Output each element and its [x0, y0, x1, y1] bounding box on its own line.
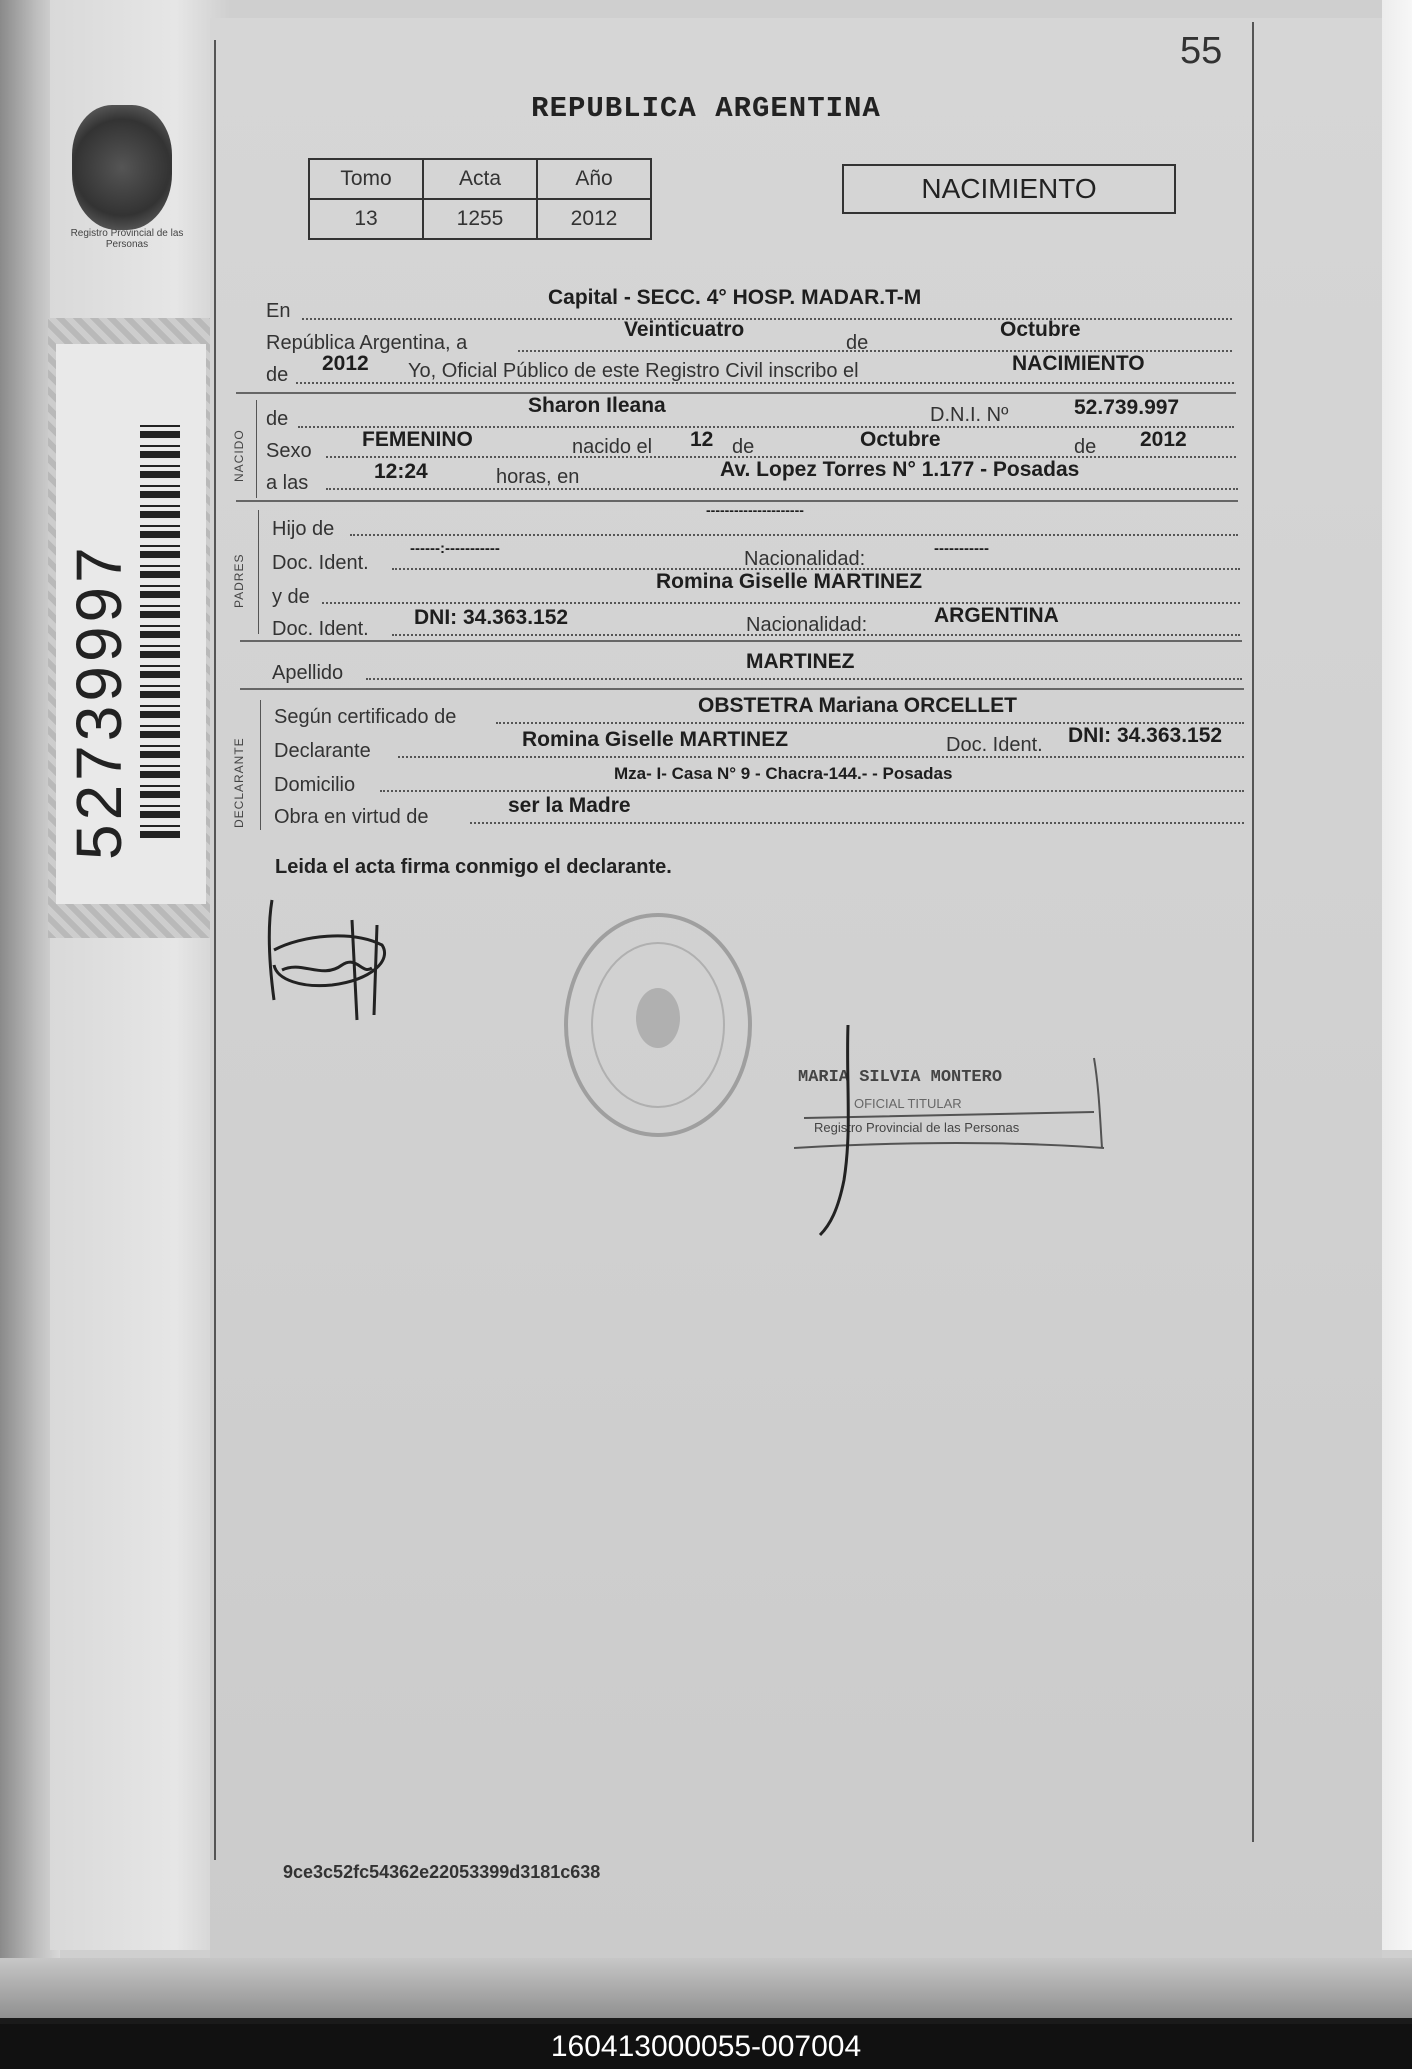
ref-value-acta: 1255: [423, 199, 537, 239]
record-ref-table: [308, 158, 652, 240]
mother-nat-value: ARGENTINA: [934, 604, 1059, 627]
declarante-dots: [398, 756, 1244, 758]
section-divider: [236, 392, 1236, 394]
page-title: REPUBLICA ARGENTINA: [531, 92, 881, 125]
declarante-section-label: DECLARANTE: [232, 737, 246, 828]
month-value: Octubre: [1000, 318, 1081, 341]
mother-dots: [322, 602, 1240, 604]
left-margin-line: [214, 40, 216, 1860]
mother-nacionalidad-label: Nacionalidad:: [746, 614, 868, 636]
horas-label: horas, en: [496, 466, 580, 488]
obra-label: Obra en virtud de: [274, 806, 429, 828]
alas-label: a las: [266, 472, 309, 494]
mother-value: Romina Giselle MARTINEZ: [656, 570, 923, 593]
segun-label: Según certificado de: [274, 706, 457, 728]
time-dots: [326, 488, 1238, 490]
dni-value: 52.739.997: [1074, 396, 1180, 419]
page-number: 55: [1180, 30, 1223, 72]
segun-value: OBSTETRA Mariana ORCELLET: [698, 694, 1017, 717]
declarante-doc-label: Doc. Ident.: [946, 734, 1043, 756]
birth-place-value: Av. Lopez Torres N° 1.177 - Posadas: [720, 458, 1080, 481]
image-id-caption: 160413000055-007004: [0, 2024, 1412, 2069]
father-nacionalidad-label: Nacionalidad:: [744, 548, 866, 570]
birth-de-label: de: [732, 436, 755, 458]
birth-day-value: 12: [690, 428, 714, 451]
child-name-value: Sharon Ileana: [528, 394, 666, 417]
declarante-bracket: [260, 700, 261, 830]
en-value: Capital - SECC. 4° HOSP. MADAR.T-M: [548, 286, 922, 309]
page-bottom-shadow: [0, 1958, 1412, 2018]
ref-header-ano: Año: [537, 159, 651, 199]
round-seal-stamp: [548, 900, 768, 1150]
en-dots: [302, 318, 1232, 320]
mother-doc-label: Doc. Ident.: [272, 618, 369, 640]
apellido-label: Apellido: [272, 662, 344, 684]
closing-statement: Leida el acta firma conmigo el declarante.: [275, 856, 672, 878]
birth-year-value: 2012: [1140, 428, 1187, 451]
sexo-value: FEMENINO: [362, 428, 473, 451]
republica-label: República Argentina, a: [266, 332, 468, 354]
day-written-value: Veinticuatro: [624, 318, 745, 341]
father-doc-value: ------:-----------: [410, 540, 500, 557]
declarant-signature: [262, 890, 412, 1030]
father-doc-label: Doc. Ident.: [272, 552, 369, 574]
birth-de-label-2: de: [1074, 436, 1097, 458]
obra-value: ser la Madre: [508, 794, 631, 817]
official-signature: [800, 1020, 900, 1240]
mother-doc-value: DNI: 34.363.152: [414, 606, 569, 629]
y-de-label: y de: [272, 586, 310, 608]
domicilio-label: Domicilio: [274, 774, 356, 796]
father-dots: [350, 534, 1238, 536]
nacido-bracket: [256, 400, 257, 498]
section-divider-3: [240, 640, 1242, 642]
time-value: 12:24: [374, 460, 428, 483]
de-label: de: [846, 332, 869, 354]
declarante-value: Romina Giselle MARTINEZ: [522, 728, 789, 751]
document-hash: 9ce3c52fc54362e22053399d3181c638: [283, 1862, 601, 1882]
year-value: 2012: [322, 352, 369, 375]
obra-dots: [470, 822, 1244, 824]
official-title: OFICIAL TITULAR: [854, 1096, 962, 1111]
cover-strip: [50, 0, 230, 1950]
right-margin-line: [1252, 22, 1254, 1842]
apellido-value: MARTINEZ: [746, 650, 855, 673]
declarante-doc-value: DNI: 34.363.152: [1068, 724, 1223, 747]
official-registry: Registro Provincial de las Personas: [814, 1120, 1020, 1135]
apellido-dots: [366, 678, 1242, 680]
oficial-text: Yo, Oficial Público de este Registro Civil inscribo el: [408, 360, 859, 382]
page-edge: [1382, 0, 1412, 1950]
padres-bracket: [258, 510, 259, 634]
barcode-number: 52739997: [63, 543, 135, 860]
declarante-label: Declarante: [274, 740, 371, 762]
father-nat-value: -----------: [934, 540, 989, 557]
dni-label: D.N.I. Nº: [930, 404, 1009, 426]
inscribo-value: NACIMIENTO: [1012, 352, 1145, 375]
de-year-label: de: [266, 364, 289, 386]
ref-header-acta: Acta: [423, 159, 537, 199]
padres-section-label: PADRES: [232, 553, 246, 608]
section-divider-4: [240, 688, 1244, 690]
ref-value-ano: 2012: [537, 199, 651, 239]
ref-value-tomo: 13: [309, 199, 423, 239]
nacido-el-label: nacido el: [572, 436, 653, 458]
birth-month-value: Octubre: [860, 428, 941, 451]
registry-name: Registro Provincial de las Personas: [70, 228, 184, 250]
domicilio-value: Mza- I- Casa N° 9 - Chacra-144.- - Posadas: [614, 764, 953, 783]
ref-header-tomo: Tomo: [309, 159, 423, 199]
record-type-box: NACIMIENTO: [842, 164, 1176, 214]
barcode-icon: [140, 418, 180, 838]
sexo-label: Sexo: [266, 440, 312, 462]
nacido-section-label: NACIDO: [232, 429, 246, 482]
father-value: ---------------------: [706, 502, 804, 518]
domicilio-dots: [380, 790, 1244, 792]
hijo-de-label: Hijo de: [272, 518, 335, 540]
en-label: En: [266, 300, 291, 322]
nacido-de-label: de: [266, 408, 289, 430]
official-name: MARIA SILVIA MONTERO: [798, 1068, 1003, 1087]
